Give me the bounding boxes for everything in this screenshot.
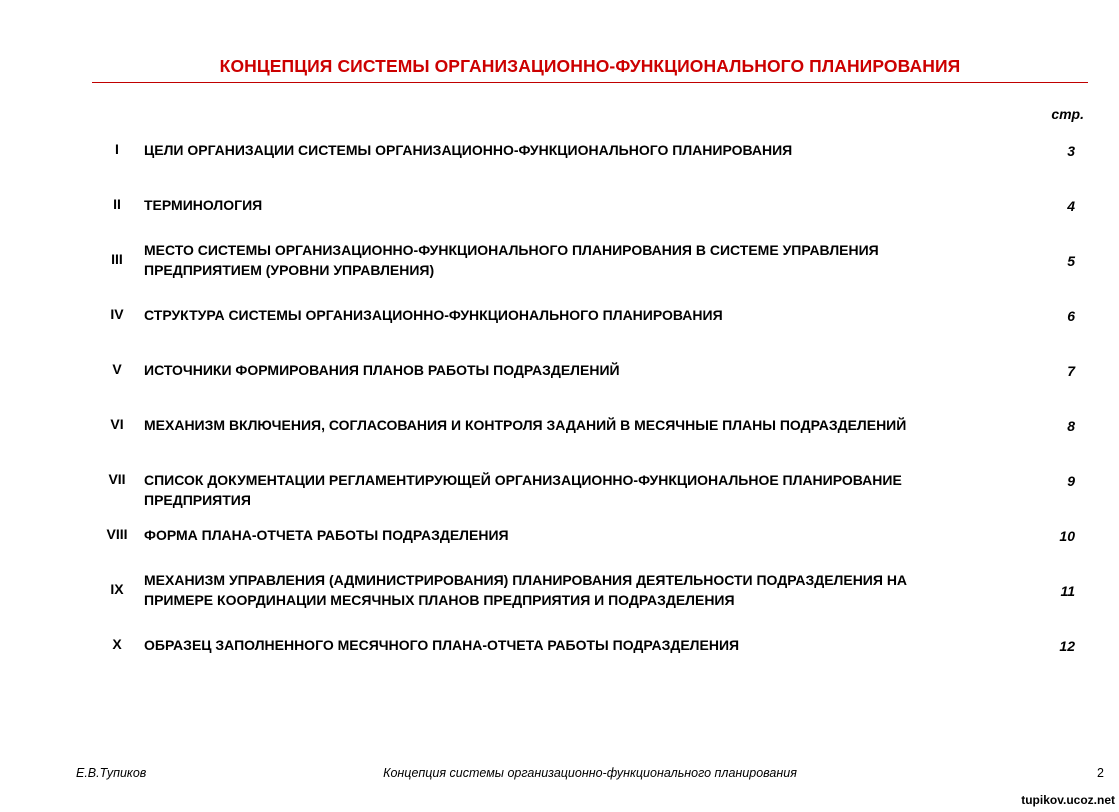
- toc-item-page: 8: [1067, 418, 1075, 434]
- toc-item-page: 7: [1067, 363, 1075, 379]
- toc-item-title: СПИСОК ДОКУМЕНТАЦИИ РЕГЛАМЕНТИРУЮЩЕЙ ОРГАНИЗАЦИОННО-ФУНКЦИОНАЛЬНОЕ ПЛАНИРОВАНИЕ ПРЕДПРИЯТИЯ: [144, 472, 902, 508]
- toc-item: [100, 405, 1075, 445]
- toc-item-title: ФОРМА ПЛАНА-ОТЧЕТА РАБОТЫ ПОДРАЗДЕЛЕНИЯ: [144, 527, 509, 543]
- toc-item: [100, 130, 1075, 170]
- toc-item-number: IX: [110, 581, 124, 597]
- toc-item-title: МЕХАНИЗМ ВКЛЮЧЕНИЯ, СОГЛАСОВАНИЯ И КОНТРОЛЯ ЗАДАНИЙ В МЕСЯЧНЫЕ ПЛАНЫ ПОДРАЗДЕЛЕНИЙ: [144, 417, 907, 433]
- page-column-label: стр.: [1051, 106, 1084, 122]
- footer-author: Е.В.Тупиков: [76, 766, 147, 780]
- toc-item-title: СТРУКТУРА СИСТЕМЫ ОРГАНИЗАЦИОННО-ФУНКЦИОНАЛЬНОГО ПЛАНИРОВАНИЯ: [144, 307, 723, 323]
- toc-item-page: 6: [1067, 308, 1075, 324]
- toc-item-page: 9: [1067, 473, 1075, 489]
- toc-item-number: III: [111, 251, 123, 267]
- toc-item-page: 3: [1067, 143, 1075, 159]
- toc-item: [100, 515, 1075, 555]
- toc-item: [100, 460, 1075, 508]
- toc-item: [100, 295, 1075, 335]
- footer-page-number: 2: [1097, 766, 1104, 780]
- toc-item-title: ОБРАЗЕЦ ЗАПОЛНЕННОГО МЕСЯЧНОГО ПЛАНА-ОТЧЕТА РАБОТЫ ПОДРАЗДЕЛЕНИЯ: [144, 637, 740, 653]
- toc-item-title: МЕСТО СИСТЕМЫ ОРГАНИЗАЦИОННО-ФУНКЦИОНАЛЬНОГО ПЛАНИРОВАНИЯ В СИСТЕМЕ УПРАВЛЕНИЯ ПРЕДПРИЯТИЕМ (УРОВНИ УПРАВЛЕНИЯ): [144, 242, 879, 278]
- toc-item-number: VII: [108, 471, 126, 487]
- toc-item: [100, 625, 1075, 665]
- toc-item-title: МЕХАНИЗМ УПРАВЛЕНИЯ (АДМИНИСТРИРОВАНИЯ) ПЛАНИРОВАНИЯ ДЕЯТЕЛЬНОСТИ ПОДРАЗДЕЛЕНИЯ НА ПРИМЕРЕ КООРДИНАЦИИ МЕСЯЧНЫХ ПЛАНОВ ПРЕДПРИЯТИЯ И ПОДРАЗДЕЛЕНИЯ: [144, 572, 908, 608]
- toc-item-page: 5: [1067, 253, 1075, 269]
- watermark-url: tupikov.ucoz.net: [1021, 793, 1115, 807]
- toc-item-title: ЦЕЛИ ОРГАНИЗАЦИИ СИСТЕМЫ ОРГАНИЗАЦИОННО-ФУНКЦИОНАЛЬНОГО ПЛАНИРОВАНИЯ: [144, 142, 793, 158]
- toc-item-title: ТЕРМИНОЛОГИЯ: [144, 197, 263, 213]
- page-title: КОНЦЕПЦИЯ СИСТЕМЫ ОРГАНИЗАЦИОННО-ФУНКЦИОНАЛЬНОГО ПЛАНИРОВАНИЯ: [219, 56, 961, 76]
- toc-item: [100, 185, 1075, 225]
- toc-item-number: VI: [110, 416, 124, 432]
- toc-item-number: I: [115, 141, 119, 157]
- toc-item-page: 4: [1067, 198, 1075, 214]
- toc-item: [100, 570, 1075, 610]
- toc-item: [100, 350, 1075, 390]
- footer-document-title: Концепция системы организационно-функционального планирования: [383, 766, 797, 780]
- toc-item-number: X: [112, 636, 122, 652]
- toc-item-page: 11: [1060, 583, 1075, 599]
- toc-item-number: II: [113, 196, 121, 212]
- toc-item-number: IV: [110, 306, 124, 322]
- toc-item: [100, 240, 1075, 280]
- toc-item-page: 12: [1059, 638, 1075, 654]
- toc-item-page: 10: [1059, 528, 1075, 544]
- toc-item-title: ИСТОЧНИКИ ФОРМИРОВАНИЯ ПЛАНОВ РАБОТЫ ПОДРАЗДЕЛЕНИЙ: [144, 362, 620, 378]
- toc-item-number: VIII: [106, 526, 128, 542]
- toc-item-number: V: [112, 361, 122, 377]
